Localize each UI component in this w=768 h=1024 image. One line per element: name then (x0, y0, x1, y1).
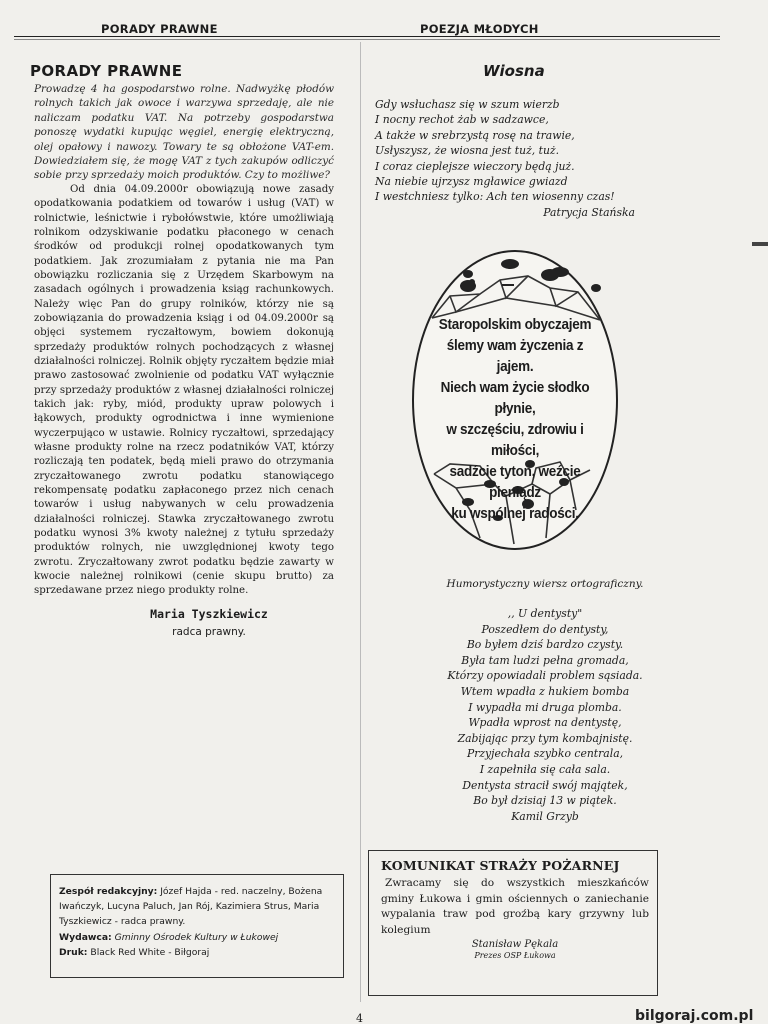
humor-poem-author: Kamil Grzyb (511, 809, 579, 823)
poem-author: Patrycja Stańska (543, 205, 635, 219)
fire-notice-title: KOMUNIKAT STRAŻY POŻARNEJ (381, 858, 620, 873)
poem-line: Zabijając przy tym kombajnistę. (457, 731, 633, 745)
fire-brigade-notice (368, 850, 658, 996)
fire-notice-body: Zwracamy się do wszystkich mieszkańców gminy Łukowa i gmin ościennych o zaniechanie wypalania traw pod groźbą kary grzywny lub kolegium (381, 877, 649, 936)
running-header-left: PORADY PRAWNE (101, 22, 218, 36)
legal-author-name: Maria Tyszkiewicz (150, 606, 268, 621)
header-rule (14, 36, 720, 37)
poem-line: Bo byłem dziś bardzo czysty. (466, 638, 624, 652)
editorial-team-text: Józef Hajda - red. naczelny, Bożena Iwańczyk, Lucyna Paluch, Jan Rój, Kazimiera Strus, Maria Tyszkiewicz - radca prawny. (59, 886, 323, 928)
poem-line: A także w srebrzystą rosę na trawie, (375, 128, 575, 142)
printer-label: Druk: (59, 946, 88, 958)
poem-title: Wiosna (483, 62, 545, 80)
humor-poem (345, 606, 745, 824)
easter-greeting (433, 314, 597, 524)
page-number: 4 (356, 1012, 363, 1024)
site-watermark: bilgoraj.com.pl (635, 1008, 754, 1024)
poem-line: Wpadła wprost na dentystę, (468, 716, 622, 730)
fire-notice-signature: Stanisław Pękala (471, 939, 559, 951)
legal-advice-title: PORADY PRAWNE (30, 62, 183, 80)
poem-line: Gdy wsłuchasz się w szum wierzb (375, 98, 560, 111)
poem-line: Przyjechała szybko centrala, (466, 747, 624, 761)
publisher-text: Gminny Ośrodek Kultury w Łukowej (114, 931, 279, 943)
legal-answer-text: Od dnia 04.09.2000r obowiązują nowe zasady opodatkowania podatkiem od towarów i usług (VAT) w rolnictwie, leśnictwie i rybołówstwie, które umożliwiają rolnikom odzyskiwanie podatku płaconego w cenach środków od produkcji rolnej opodatkowanych tym podatkiem. Jak zrozumiałam z pytania nie ma Pan obowiązku rozliczania się z Urzędem Skarbowym na zasadach ogólnych i prowadzenia ksiąg rachunkowych. Należy więc Pan do grupy rolników, którzy nie są zobowiązania do prowadzenia ksiąg i od 04.09.2000r są objęci systemem ryczałtowym, bowiem dokonują sprzedaży produktów rolnych pochodzących z własnej działalności rolniczej. Rolnik objęty ryczałtem będzie miał prawo zastosować zwolnienie od podatku VAT wyłącznie przy sprzedaży produktów z własnej działalności rolniczej takich jak: ryby, miód, produkty upraw polowych i łąkowych, produkty ogrodnictwa i inne wymienione wyczerpująco w ustawie. Rolnicy ryczałtowi, sprzedający własne produkty rolne na rzecz podatników VAT, którzy rozliczają ten podatek, będą mieli prawo do otrzymania zryczałtowanego zwrotu podatku stanowiącego rekompensatę podatku zapłaconego przez nich cenach towarów i usług nabywanych w celu prowadzenia działalności rolniczej. Stawka zryczałtowanego zwrotu podatku wynosi 3% kwoty należnej z tytułu sprzedaży produktów rolnych, nie uwzględnionej kwoty tego zwrotu. Zryczałtowany zwrot podatku będzie zawarty w kwocie należnej rolnikowi (cenie skupu brutto) za sprzedawane przez niego produkty rolne. (34, 183, 334, 597)
legal-advice-column (30, 62, 334, 638)
humor-poem-heading: Humorystyczny wiersz ortograficzny. (446, 578, 644, 590)
poem-line: Na niebie ujrzysz mgławice gwiazd (375, 175, 568, 189)
printer-text: Black Red White - Biłgoraj (90, 946, 210, 958)
legal-answer (34, 183, 334, 599)
greeting-line: ślemy wam życzenia z jajem. (446, 337, 584, 375)
greeting-line: ku wspólnej radości. (451, 505, 579, 522)
poem-line: I wypadła mi druga plomba. (468, 700, 622, 714)
poem-line: Była tam ludzi pełna gromada, (461, 653, 629, 667)
poem-line: Którzy opowiadali problem sąsiada. (447, 669, 643, 683)
greeting-line: Niech wam życie słodko płynie, (440, 379, 590, 417)
reader-question: Prowadzę 4 ha gospodarstwo rolne. Nadwyżkę płodów rolnych takich jak owoce i warzywa sprzedaję, ale nie naliczam podatku VAT. Na potrzeby gospodarstwa ponoszę wydatki kupując węgiel, energię elektryczną, olej opałowy i nawozy. Towary te są obłożone VAT-em. Dowiedziałem się, że mogę VAT z tych zakupów odliczyć sobie przy sprzedaży moich produktów. Czy to możliwe? (34, 83, 334, 182)
poem-line: I zapełniła się cała sala. (479, 762, 611, 776)
legal-author-title: radca prawny. (172, 625, 246, 638)
editorial-box (50, 874, 344, 978)
poem-line: I nocny rechot żab w sadzawce, (375, 113, 549, 127)
poem-line: Bo był dzisiaj 13 w piątek. (473, 794, 617, 808)
greeting-line: Staropolskim obyczajem (438, 316, 592, 333)
poem-line: Wtem wpadła z hukiem bomba (460, 684, 630, 698)
publisher-label: Wydawca: (59, 931, 112, 943)
header-rule-thin (14, 39, 720, 40)
poem-line: Poszedłem do dentysty, (481, 622, 609, 636)
fire-notice-role: Prezes OSP Łukowa (474, 951, 556, 961)
column-divider (360, 42, 361, 1002)
humor-poem-title: ,, U dentysty" (507, 607, 583, 620)
page-edge-mark (752, 242, 768, 246)
poem-line: Usłyszysz, że wiosna jest tuż, tuż. (375, 144, 560, 158)
poem-line: I westchniesz tylko: Ach ten wiosenny czas! (375, 190, 615, 204)
running-header-right: POEZJA MŁODYCH (420, 22, 539, 36)
poem-line: I coraz cieplejsze wieczory będą już. (375, 159, 575, 173)
greeting-line: sadźcie tytoń, weźcie pieniądz (449, 463, 581, 501)
spring-poem (375, 97, 645, 220)
poem-line: Dentysta stracił swój majątek, (462, 778, 628, 792)
greeting-line: w szczęściu, zdrowiu i miłości, (446, 421, 584, 459)
editorial-team-label: Zespół redakcyjny: (59, 886, 158, 897)
